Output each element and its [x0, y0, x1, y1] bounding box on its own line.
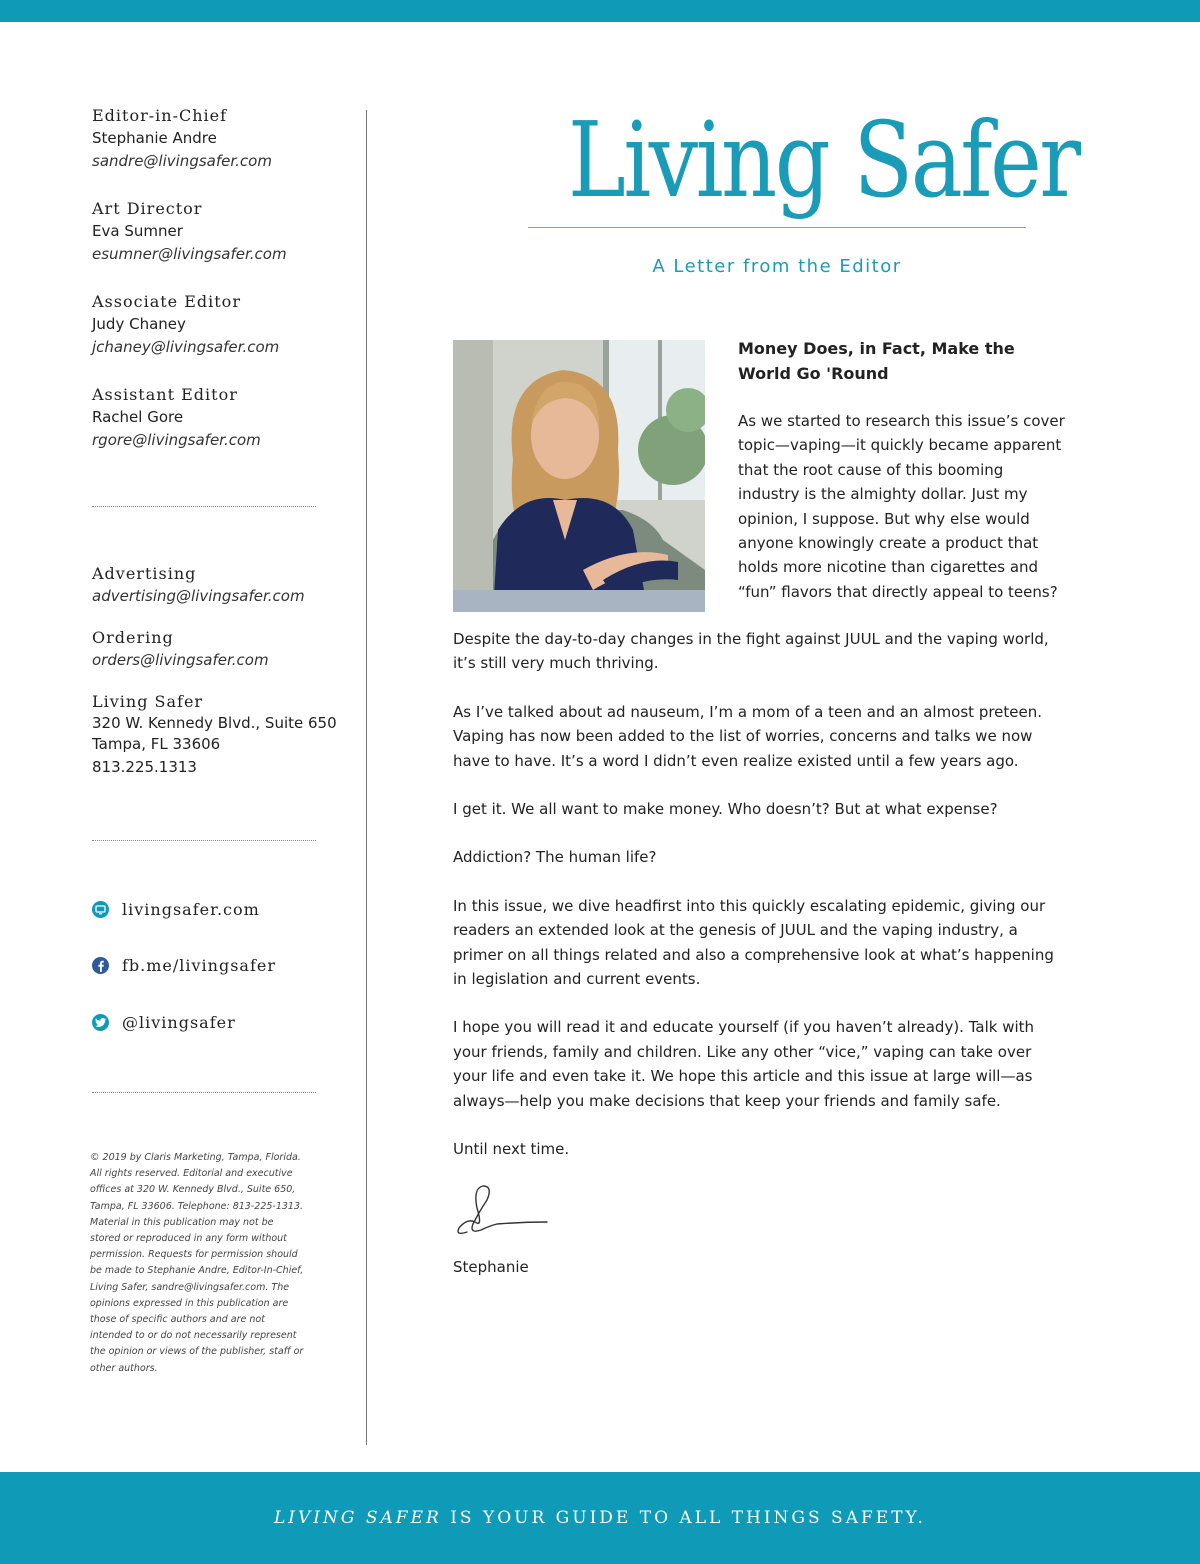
- monitor-icon: [92, 901, 109, 918]
- staff-role: Art Director: [92, 199, 203, 218]
- footer-brand: LIVING SAFER: [274, 1508, 442, 1528]
- contact-office: [92, 690, 352, 778]
- social-twitter-text: @livingsafer: [122, 1013, 236, 1032]
- letter-headline: Money Does, in Fact, Make the World Go 'Round: [738, 339, 1015, 383]
- footer-tagline-text: IS YOUR GUIDE TO ALL THINGS SAFETY.: [441, 1508, 926, 1528]
- contact-email-link[interactable]: orders@livingsafer.com: [92, 651, 269, 669]
- staff-role: Assistant Editor: [92, 385, 238, 404]
- staff-email-link[interactable]: esumner@livingsafer.com: [92, 245, 287, 263]
- contact-label: Advertising: [92, 564, 197, 583]
- top-accent-bar: [0, 0, 1200, 22]
- staff-name: Stephanie Andre: [92, 129, 217, 147]
- signature: [453, 1178, 553, 1252]
- page-subtitle: A Letter from the Editor: [652, 256, 902, 277]
- footer-tagline: [274, 1508, 926, 1528]
- logo-underline: [528, 227, 1026, 228]
- staff-sidebar: [92, 104, 352, 476]
- twitter-icon: [92, 1014, 109, 1031]
- letter-intro: As we started to research this issue’s cover topic—vaping—it quickly became apparent that the root cause of this booming industry is the almighty dollar. Just my opinion, I suppose. But why else would anyone knowingly create a product that holds more nicotine than cigarettes and “fun” flavors that directly appeal to teens?: [738, 412, 1065, 601]
- contact-email-link[interactable]: advertising@livingsafer.com: [92, 587, 305, 605]
- staff-email-link[interactable]: jchaney@livingsafer.com: [92, 338, 280, 356]
- contact-label: Ordering: [92, 628, 174, 647]
- legal-notice: © 2019 by Claris Marketing, Tampa, Florida. All rights reserved. Editorial and executive offices at 320 W. Kennedy Blvd., Suite 650, Tampa, FL 33606. Telephone: 813-225-1313. Material in this publication may not be stored or reproduced in any form without permission. Requests for permission should be made to Stephanie Andre, Editor-In-Chief, Living Safer, sandre@livingsafer.com. The opinions expressed in this publication are those of specific authors and are not intended to or do not necessarily represent the opinion or views of the publisher, staff or other authors.: [90, 1152, 304, 1374]
- social-twitter-link[interactable]: [92, 1013, 236, 1032]
- letter-body: [453, 627, 1068, 1186]
- staff-email-link[interactable]: rgore@livingsafer.com: [92, 431, 261, 449]
- staff-associate-editor: [92, 290, 352, 359]
- staff-editor-in-chief: [92, 104, 352, 173]
- contact-label: Living Safer: [92, 692, 204, 711]
- staff-email-link[interactable]: sandre@livingsafer.com: [92, 152, 272, 170]
- office-phone: 813.225.1313: [92, 758, 197, 776]
- sidebar-divider: [92, 506, 316, 507]
- sidebar-divider: [92, 840, 316, 841]
- masthead: [528, 96, 1079, 277]
- staff-name: Eva Sumner: [92, 222, 183, 240]
- social-facebook-text: fb.me/livingsafer: [122, 956, 277, 975]
- contact-advertising: [92, 562, 352, 608]
- contact-ordering: [92, 626, 352, 672]
- staff-name: Judy Chaney: [92, 315, 186, 333]
- staff-role: Editor-in-Chief: [92, 106, 228, 125]
- signoff-name: Stephanie: [453, 1258, 529, 1276]
- letter-paragraph: I hope you will read it and educate yourself (if you haven’t already). Talk with your friends, family and children. Like any other “vice,” vaping can take over your life and even take it. We hope this article and this issue at large will—as always—help you make decisions that keep your friends and family safe.: [453, 1018, 1035, 1110]
- contact-sidebar: [92, 562, 352, 802]
- social-web-link[interactable]: [92, 900, 260, 919]
- column-divider: [366, 110, 367, 1445]
- letter-paragraph: Despite the day-to-day changes in the fight against JUUL and the vaping world, it’s still very much thriving.: [453, 630, 1049, 673]
- staff-role: Associate Editor: [92, 292, 241, 311]
- letter-paragraph: Addiction? The human life?: [453, 848, 657, 867]
- sidebar-divider: [92, 1092, 316, 1093]
- letter-paragraph: Until next time.: [453, 1140, 570, 1159]
- social-facebook-link[interactable]: [92, 956, 276, 975]
- facebook-icon: [92, 957, 109, 974]
- social-web-text: livingsafer.com: [122, 900, 260, 919]
- staff-art-director: [92, 197, 352, 266]
- living-safer-logo: Living Safer: [567, 99, 1079, 221]
- letter-paragraph: I get it. We all want to make money. Who doesn’t? But at what expense?: [453, 800, 998, 819]
- letter-paragraph: As I’ve talked about ad nauseum, I’m a mom of a teen and an almost preteen. Vaping has now been added to the list of worries, concerns and talks we now have to have. It’s a word I didn’t even realize existed until a few years ago.: [453, 702, 1043, 770]
- footer-banner: [0, 1472, 1200, 1564]
- office-address-line: Tampa, FL 33606: [92, 735, 221, 753]
- office-address-line: 320 W. Kennedy Blvd., Suite 650: [92, 714, 337, 732]
- editor-photo: [453, 340, 705, 612]
- letter-paragraph: In this issue, we dive headfirst into this quickly escalating epidemic, giving our readers an extended look at the genesis of JUUL and the vaping industry, a primer on all things related and also a comprehensive look at what’s happening in legislation and current events.: [453, 896, 1054, 989]
- staff-name: Rachel Gore: [92, 408, 184, 426]
- staff-assistant-editor: [92, 383, 352, 452]
